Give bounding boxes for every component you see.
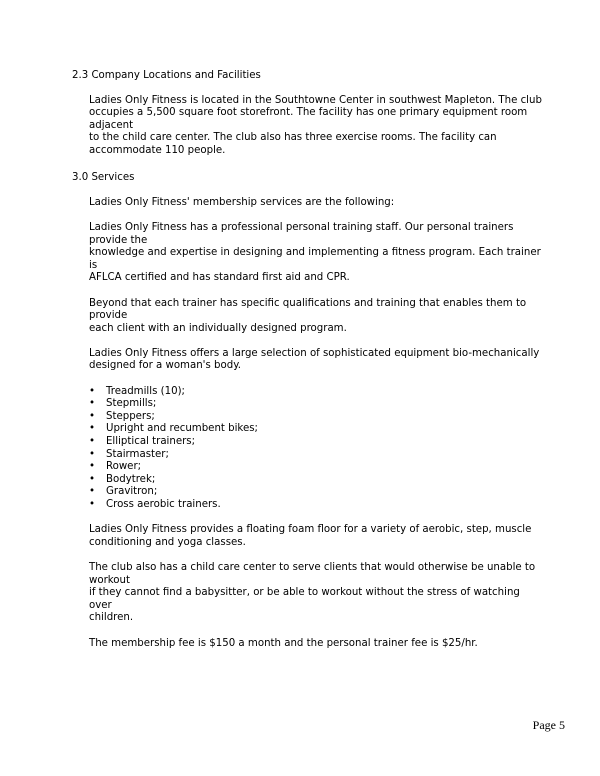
qualifications-paragraph: Beyond that each trainer has specific qualifications and training that enables them to provide each client with an individually designed program.	[89, 297, 527, 334]
list-item	[89, 386, 542, 399]
bullet-icon: •	[89, 448, 96, 460]
services-intro-paragraph: Ladies Only Fitness' membership services are the following:	[89, 196, 395, 208]
bullet-icon: •	[89, 461, 96, 473]
list-item-text: Gravitron;	[106, 486, 158, 498]
bullet-icon: •	[89, 410, 96, 422]
list-item	[89, 449, 542, 462]
list-item	[89, 411, 542, 424]
page-content	[72, 70, 542, 663]
page-number: Page 5	[532, 718, 565, 732]
floor-paragraph: Ladies Only Fitness provides a floating foam floor for a variety of aerobic, step, muscle conditioning and yoga classes.	[89, 524, 532, 548]
childcare-paragraph: The club also has a child care center to serve clients that would otherwise be unable to workout if they cannot find a babysitter, or be able to workout without the stress of watching over children.	[89, 561, 536, 624]
section-heading-services: 3.0 Services	[72, 172, 135, 184]
list-item-text: Treadmills (10);	[106, 385, 185, 397]
bullet-icon: •	[89, 398, 96, 410]
bullet-icon: •	[89, 473, 96, 485]
training-staff-paragraph: Ladies Only Fitness has a professional personal training staff. Our personal trainers provide the knowledge and expertise in designing and implementing a fitness program. Each trainer is AFLCA certified and has standard first aid and CPR.	[89, 221, 541, 284]
list-item-text: Cross aerobic trainers.	[106, 499, 221, 510]
list-item	[89, 423, 542, 436]
list-item	[89, 398, 542, 411]
bullet-icon: •	[89, 499, 96, 510]
list-item-text: Bodytrek;	[106, 473, 156, 485]
bullet-icon: •	[89, 423, 96, 435]
list-item	[89, 461, 542, 474]
equipment-list	[89, 386, 542, 512]
list-item	[89, 474, 542, 487]
bullet-icon: •	[89, 486, 96, 498]
bullet-icon: •	[89, 436, 96, 448]
list-item-text: Stairmaster;	[106, 448, 169, 460]
list-item-text: Elliptical trainers;	[106, 436, 196, 448]
list-item	[89, 486, 542, 499]
section-body-services	[89, 197, 542, 650]
list-item-text: Stepmills;	[106, 398, 157, 410]
section-heading-locations: 2.3 Company Locations and Facilities	[72, 70, 261, 81]
list-item	[89, 436, 542, 449]
list-item-text: Steppers;	[106, 410, 155, 422]
equipment-intro-paragraph: Ladies Only Fitness offers a large selection of sophisticated equipment bio-mechanically designed for a woman's body.	[89, 347, 540, 372]
section-body-locations	[89, 95, 542, 158]
bullet-icon: •	[89, 385, 96, 397]
fees-paragraph: The membership fee is $150 a month and the personal trainer fee is $25/hr.	[89, 637, 478, 649]
list-item	[89, 499, 542, 512]
list-item-text: Upright and recumbent bikes;	[106, 423, 258, 435]
list-item-text: Rower;	[106, 461, 142, 473]
locations-paragraph: Ladies Only Fitness is located in the Southtowne Center in southwest Mapleton. The club occupies a 5,500 square foot storefront. The facility has one primary equipment room adjacent to the child care center. The club also has three exercise rooms. The facility can accommodate 110 people.	[89, 94, 542, 156]
